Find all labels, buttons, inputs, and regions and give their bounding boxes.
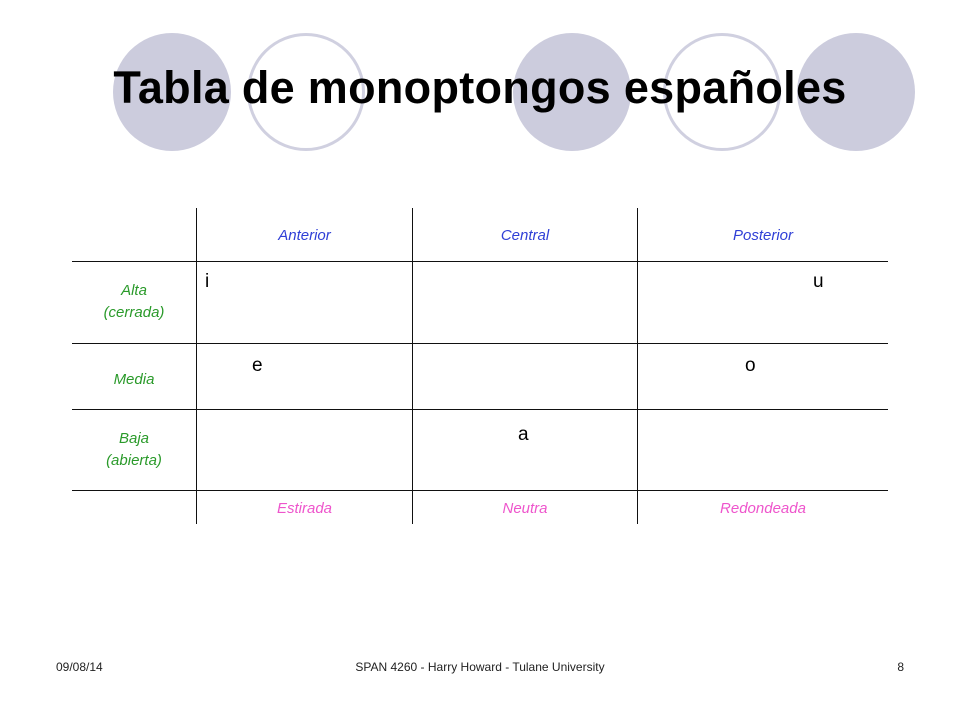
- table-rule: [196, 208, 197, 524]
- vowel-cell: e: [252, 355, 263, 376]
- row-header: [72, 369, 196, 391]
- vowel-cell: u: [813, 271, 824, 292]
- slide-title: Tabla de monoptongos españoles: [113, 62, 847, 113]
- table-rule: [637, 208, 638, 524]
- table-rule: [72, 490, 888, 491]
- footer-page-number: 8: [897, 660, 904, 674]
- vowel-cell: a: [518, 424, 529, 445]
- row-header: [72, 428, 196, 472]
- vowel-cell: i: [205, 271, 210, 292]
- row-header: [72, 280, 196, 324]
- row-header-line: Baja: [118, 430, 150, 447]
- footer-label: Neutra: [502, 500, 548, 517]
- column-header: Posterior: [732, 227, 794, 244]
- table-rule: [72, 343, 888, 344]
- footer-date: 09/08/14: [56, 660, 103, 674]
- row-header-line: Media: [113, 371, 155, 388]
- table-rule: [412, 208, 413, 524]
- row-header-line: (abierta): [106, 451, 162, 469]
- vowel-cell: o: [745, 355, 756, 376]
- row-header-line: Alta: [121, 282, 147, 299]
- table-rule: [72, 409, 888, 410]
- column-header: Anterior: [278, 227, 331, 244]
- footer-course: SPAN 4260 - Harry Howard - Tulane University: [355, 660, 605, 674]
- column-header: Central: [500, 227, 550, 244]
- table-rule: [72, 261, 888, 262]
- footer-label: Redondeada: [720, 500, 806, 517]
- row-header-line: (cerrada): [103, 303, 165, 321]
- footer-label: Estirada: [276, 500, 333, 517]
